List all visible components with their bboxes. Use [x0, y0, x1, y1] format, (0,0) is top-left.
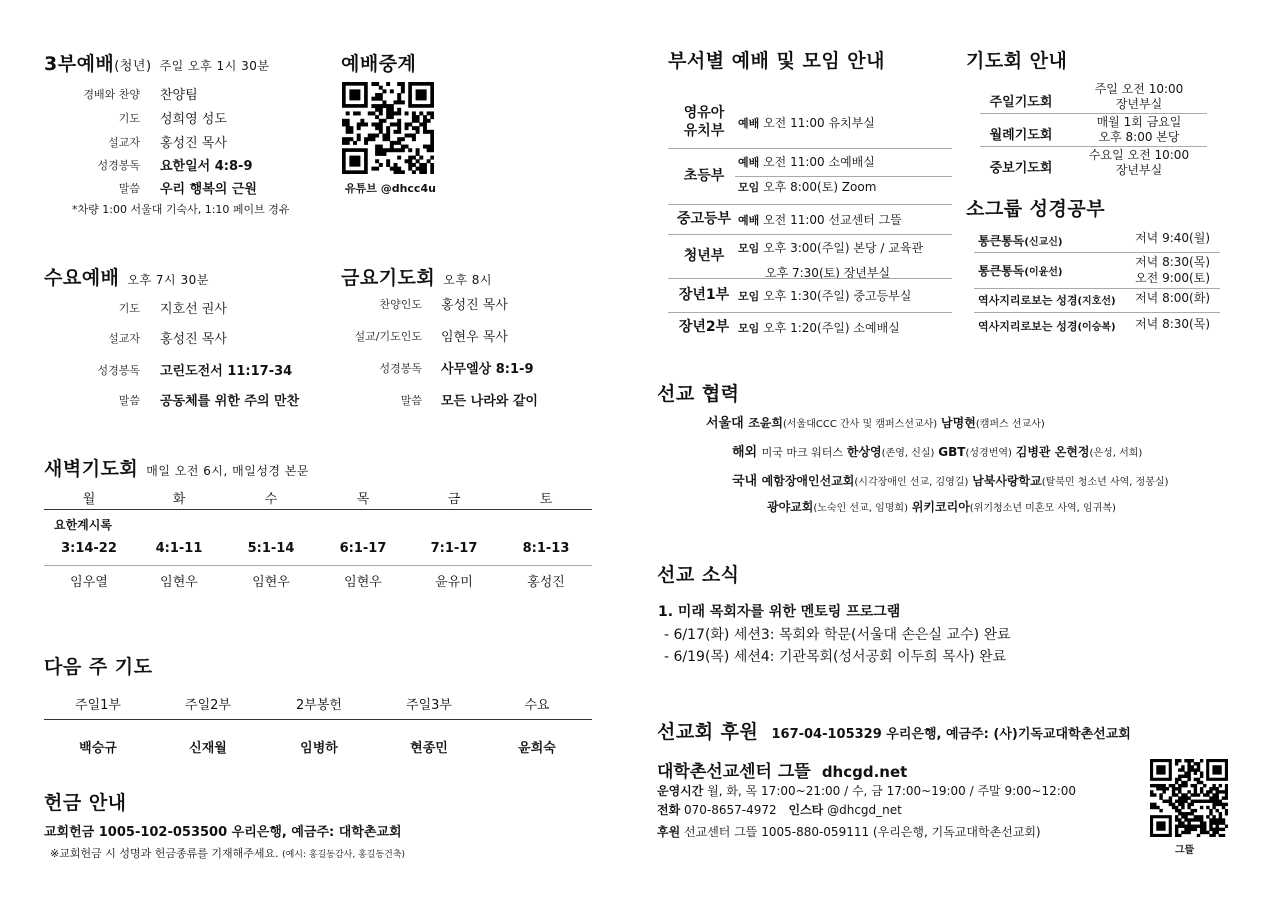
- center-qr-code-icon[interactable]: [1150, 759, 1228, 837]
- friday-row-value: 사무엘상 8:1-9: [441, 362, 534, 377]
- department-schedule: 모임 오후 3:00(주일) 본당 / 교육관: [738, 241, 924, 255]
- youtube-qr-code-icon[interactable]: [342, 82, 434, 174]
- friday-row-value: 홍성진 목사: [441, 298, 508, 313]
- dawn-title: 새벽기도회 매일 오전 6시, 매일성경 본문: [44, 458, 310, 480]
- dawn-day-header: 월: [82, 492, 96, 507]
- wednesday-row-value: 홍성진 목사: [160, 332, 227, 347]
- friday-row-label: 성경봉독: [379, 362, 422, 375]
- mission-support: 선교회 후원 167-04-105329 우리은행, 예금주: (사)기독교대학촌선교회: [657, 721, 1131, 743]
- department-name: 청년부: [683, 248, 725, 264]
- dawn-leader: 임현우: [344, 575, 382, 590]
- dawn-passage: 4:1-11: [155, 541, 203, 556]
- worship3-note: *차량 1:00 서울대 기숙사, 1:10 페이브 경유: [72, 203, 290, 216]
- offering-title: 헌금 안내: [44, 792, 127, 814]
- worship3-row-label: 말씀: [118, 182, 140, 195]
- department-schedule: 모임 오후 1:20(주일) 소예배실: [738, 321, 900, 335]
- offering-note: ※교회헌금 시 성명과 헌금종류를 기재해주세요. (예시: 홍길동감사, 홍길동건축): [50, 847, 406, 860]
- department-schedule: 예배 오전 11:00 선교센터 그뜰: [738, 213, 902, 227]
- next-prayer-name: 임병하: [300, 741, 338, 756]
- next-prayer-slot: 2부봉헌: [296, 698, 342, 713]
- prayer-meeting-divider: [980, 113, 1207, 114]
- mission-news-title: 선교 소식: [657, 564, 740, 586]
- next-prayer-name: 윤희숙: [518, 741, 556, 756]
- dawn-day-header: 토: [539, 492, 553, 507]
- department-divider: [668, 204, 952, 205]
- worship3-row-value: 홍성진 목사: [160, 136, 227, 151]
- prayer-meeting-time: 매월 1회 금요일 오후 8:00 본당: [1096, 115, 1182, 144]
- prayer-meeting-name: 중보기도회: [989, 161, 1053, 176]
- friday-row-label: 말씀: [400, 394, 422, 407]
- next-prayer-slot: 주일3부: [406, 698, 452, 713]
- worship3-row-value: 찬양팀: [160, 88, 198, 103]
- prayer-meeting-time: 주일 오전 10:00 장년부실: [1094, 82, 1184, 111]
- wednesday-row-label: 설교자: [108, 332, 140, 345]
- department-schedule: 오후 7:30(토) 장년부실: [765, 266, 891, 280]
- department-subdivider: [735, 176, 952, 177]
- wednesday-row-label: 기도: [118, 302, 140, 315]
- next-prayer-slot: 주일1부: [75, 698, 121, 713]
- department-name: 장년1부: [678, 287, 730, 303]
- department-schedule: 예배 오전 11:00 소예배실: [738, 155, 875, 169]
- small-group-divider: [974, 312, 1220, 313]
- department-schedule: 예배 오전 11:00 유치부실: [738, 116, 875, 130]
- mission-coop-row: 국내 예함장애인선교회(시각장애인 선교, 김영길) 남북사랑학교(탈북민 청소년 사역, 정봉실): [732, 474, 1169, 489]
- prayer-meetings-title: 기도회 안내: [966, 50, 1068, 72]
- worship3-row-label: 경배와 찬양: [83, 88, 140, 101]
- friday-title: 금요기도회 오후 8시: [341, 267, 493, 289]
- small-group-name: 역사지리로보는 성경(이승복): [978, 320, 1116, 333]
- dawn-book: 요한계시록: [54, 518, 112, 532]
- center-support: 후원 선교센터 그뜰 1005-880-059111 (우리은행, 기독교대학촌선교회): [657, 825, 1041, 839]
- worship3-row-value: 성희영 성도: [160, 112, 227, 127]
- department-schedule: 모임 오후 8:00(토) Zoom: [738, 180, 877, 194]
- small-group-time: 저녁 9:40(월): [1135, 231, 1210, 245]
- dawn-day-header: 수: [264, 492, 278, 507]
- dawn-leader: 임우열: [70, 575, 108, 590]
- dawn-leader: 임현우: [160, 575, 198, 590]
- small-group-name: 역사지리로보는 성경(지호선): [978, 294, 1116, 307]
- department-divider: [668, 278, 952, 279]
- department-schedule: 모임 오후 1:30(주일) 중고등부실: [738, 289, 912, 303]
- mission-coop-row: 해외 미국 마크 워터스 한상영(존영, 신실) GBT(성경번역) 김병관 온현정(은성, 서희): [732, 445, 1143, 460]
- small-group-title: 소그룹 성경공부: [966, 198, 1106, 220]
- mission-news-item-2: - 6/19(목) 세션4: 기관목회(성서공회 이두희 목사) 완료: [664, 649, 1007, 665]
- next-prayer-name: 현종민: [410, 741, 448, 756]
- prayer-meeting-divider: [980, 146, 1207, 147]
- department-name: 장년2부: [678, 319, 730, 335]
- wednesday-title: 수요예배 오후 7시 30분: [44, 267, 209, 289]
- mission-news-item-1: - 6/17(화) 세션3: 목회와 학문(서울대 손은실 교수) 완료: [664, 627, 1011, 643]
- department-divider: [668, 312, 952, 313]
- dawn-leader: 임현우: [252, 575, 290, 590]
- offering-account: 교회헌금 1005-102-053500 우리은행, 예금주: 대학촌교회: [44, 825, 402, 840]
- mission-coop-row: 광야교회(노숙인 선교, 임명희) 위키코리아(위기청소년 미혼모 사역, 임귀복): [767, 500, 1116, 514]
- dawn-passage: 7:1-17: [430, 541, 478, 556]
- next-prayer-name: 백승규: [79, 741, 117, 756]
- center-title: 대학촌선교센터 그뜰 dhcgd.net: [657, 762, 908, 782]
- worship3-title: 3부예배(청년) 주일 오후 1시 30분: [44, 53, 270, 75]
- dawn-leader: 윤유미: [435, 575, 473, 590]
- friday-row-value: 모든 나라와 같이: [441, 394, 538, 409]
- friday-row-label: 찬양인도: [379, 298, 422, 311]
- small-group-divider: [974, 288, 1220, 289]
- dawn-day-header: 금: [447, 492, 461, 507]
- next-prayer-slot: 주일2부: [185, 698, 231, 713]
- department-divider: [668, 148, 952, 149]
- small-group-name: 통큰통독(신교신): [978, 234, 1063, 248]
- prayer-meeting-time: 수요일 오전 10:00 장년부실: [1088, 148, 1190, 177]
- wednesday-row-label: 말씀: [118, 394, 140, 407]
- dawn-passage: 6:1-17: [339, 541, 387, 556]
- department-name: 중고등부: [676, 211, 732, 227]
- worship3-row-label: 기도: [118, 112, 140, 125]
- wednesday-row-value: 지호선 권사: [160, 302, 227, 317]
- center-qr-caption: 그뜰: [1175, 845, 1195, 856]
- next-prayer-slot: 수요: [524, 698, 550, 713]
- prayer-meeting-name: 월례기도회: [989, 128, 1053, 143]
- friday-row-value: 임현우 목사: [441, 330, 508, 345]
- dawn-passage: 3:14-22: [61, 541, 117, 556]
- wednesday-row-value: 공동체를 위한 주의 만찬: [160, 394, 300, 409]
- dawn-passage: 5:1-14: [247, 541, 295, 556]
- dawn-day-header: 화: [172, 492, 186, 507]
- next-prayer-name: 신재월: [189, 741, 227, 756]
- small-group-time: 저녁 8:30(목): [1135, 317, 1210, 331]
- friday-row-label: 설교/기도인도: [354, 330, 422, 343]
- worship3-row-label: 성경봉독: [97, 159, 140, 172]
- dawn-leader: 홍성진: [527, 575, 565, 590]
- departments-title: 부서별 예배 및 모임 안내: [668, 50, 885, 72]
- broadcast-caption[interactable]: 유튜브 @dhcc4u: [345, 182, 436, 195]
- wednesday-row-label: 성경봉독: [97, 364, 140, 377]
- mission-news-heading: 1. 미래 목회자를 위한 멘토링 프로그램: [658, 604, 901, 620]
- dawn-day-header: 목: [356, 492, 370, 507]
- small-group-name: 통큰통독(이윤선): [978, 264, 1063, 278]
- small-group-time: 저녁 8:00(화): [1135, 291, 1210, 305]
- dawn-passage: 8:1-13: [522, 541, 570, 556]
- mission-coop-row: 서울대 조윤희(서울대CCC 간사 및 캠퍼스선교사) 남명현(캠퍼스 선교사): [706, 416, 1045, 431]
- mission-coop-title: 선교 협력: [657, 383, 740, 405]
- department-divider: [668, 234, 952, 235]
- department-name: 초등부: [683, 168, 725, 184]
- worship3-row-label: 설교자: [108, 136, 140, 149]
- center-contact: 전화 070-8657-4972 인스타 @dhcgd_net: [657, 803, 902, 817]
- small-group-time: 저녁 8:30(목) 오전 9:00(토): [1135, 255, 1210, 285]
- worship3-row-value: 우리 행복의 근원: [160, 182, 257, 197]
- broadcast-title: 예배중계: [341, 53, 417, 75]
- prayer-meeting-name: 주일기도회: [989, 95, 1053, 110]
- wednesday-row-value: 고린도전서 11:17-34: [160, 364, 293, 379]
- department-name: 영유아 유치부: [683, 105, 725, 139]
- center-hours: 운영시간 월, 화, 목 17:00~21:00 / 수, 금 17:00~19:00 / 주말 9:00~12:00: [657, 784, 1077, 798]
- small-group-divider: [974, 252, 1220, 253]
- worship3-row-value: 요한일서 4:8-9: [160, 159, 253, 174]
- next-prayer-title: 다음 주 기도: [44, 656, 153, 678]
